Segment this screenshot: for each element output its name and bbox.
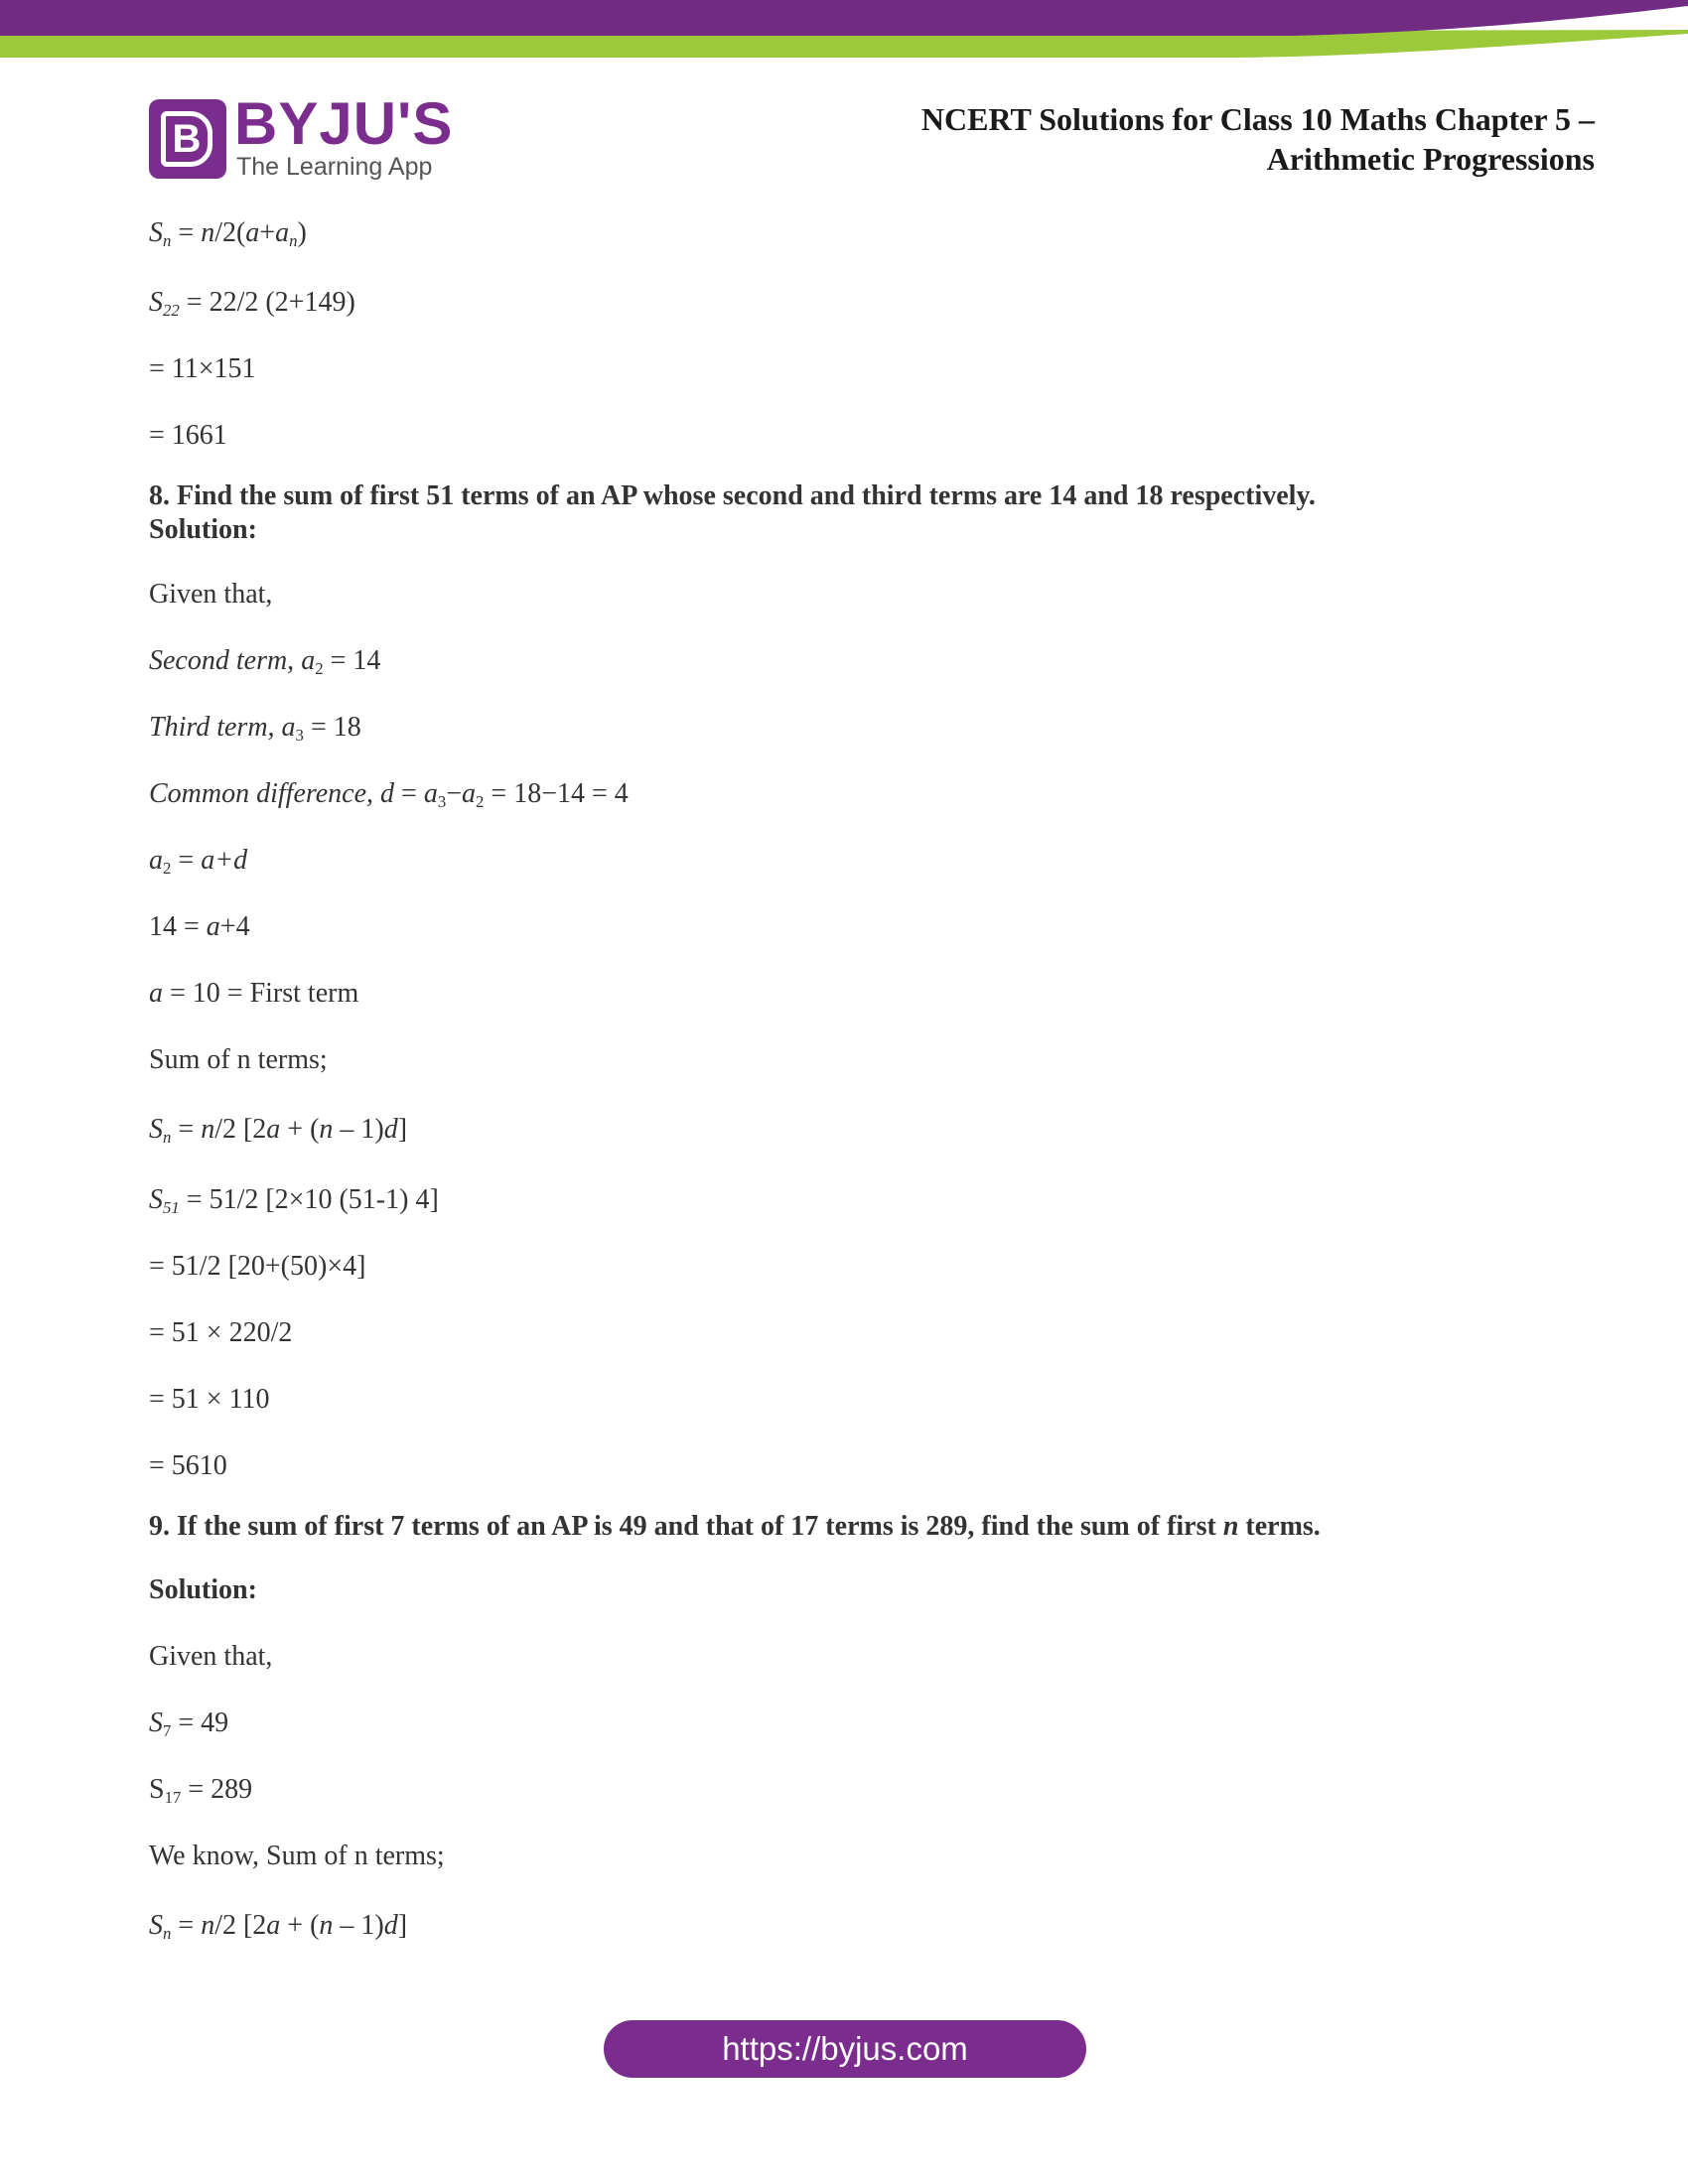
line-51-220: = 51 × 220/2 bbox=[149, 1317, 293, 1348]
document-title-line2: Arithmetic Progressions bbox=[1266, 141, 1595, 177]
logo-mark bbox=[149, 99, 226, 179]
line-1661: = 1661 bbox=[149, 420, 227, 451]
given-that-2: Given that, bbox=[149, 1641, 273, 1672]
formula-sn-2: $S_n = n/2$ [2a + (n – 1)d] bbox=[149, 1910, 408, 1944]
second-term: Second term, $a_2 = 14$ bbox=[149, 645, 381, 679]
logo-tagline: The Learning App bbox=[236, 153, 433, 181]
formula-sn-1: $S_n = n/2$ [2a + (n – 1)d] bbox=[149, 1114, 408, 1148]
document-body bbox=[149, 210, 1559, 1946]
line-s17: $S_{17} = 289$ bbox=[149, 1774, 253, 1808]
a2-equation: $a_2 = a+d$ bbox=[149, 845, 248, 879]
line-5610: = 5610 bbox=[149, 1450, 227, 1481]
third-term: Third term, $a_3 = 18$ bbox=[149, 712, 361, 746]
line-s22: $S_{22} = 22/2$ (2+149) bbox=[149, 287, 355, 321]
sum-of-n-terms-1: Sum of n terms; bbox=[149, 1044, 328, 1075]
byjus-logo bbox=[149, 90, 454, 182]
logo-name: BYJU'S bbox=[234, 90, 454, 157]
logo-letter: B bbox=[161, 111, 212, 167]
question-9: 9. If the sum of first 7 terms of an AP is 49 and that of 17 terms is 289, find the sum of first n terms. bbox=[149, 1511, 1321, 1542]
line-51-2-20: = 51/2 [20+(50)×4] bbox=[149, 1251, 366, 1282]
given-that-1: Given that, bbox=[149, 579, 273, 610]
line-s7: $S_7 = 49$ bbox=[149, 1707, 229, 1741]
question-8: 8. Find the sum of first 51 terms of an AP whose second and third terms are 14 and 18 respectively. bbox=[149, 480, 1316, 511]
q9-solution-heading: Solution: bbox=[149, 1574, 257, 1605]
formula-sn-an: $S_n = n/2(a+a_n)$ bbox=[149, 217, 307, 251]
first-term: a = 10 = First term bbox=[149, 978, 359, 1009]
document-title-line1: NCERT Solutions for Class 10 Maths Chapter 5 – bbox=[920, 101, 1595, 137]
header-decoration-band bbox=[0, 0, 1688, 69]
we-know-sum: We know, Sum of n terms; bbox=[149, 1841, 445, 1871]
document-title bbox=[921, 99, 1595, 179]
line-s51: $S_{51} = 51/2$ [2×10 (51-1) 4] bbox=[149, 1184, 439, 1218]
q8-solution-heading: Solution: bbox=[149, 514, 257, 545]
line-14-a4: 14 = a+4 bbox=[149, 911, 250, 942]
line-11x151: = 11×151 bbox=[149, 353, 256, 384]
logo-text bbox=[234, 90, 454, 182]
common-difference: Common difference, $d = a_3-a_2 = 18-14 = 4$ bbox=[149, 778, 629, 812]
footer-url-link[interactable]: https://byjus.com bbox=[604, 2020, 1086, 2078]
line-51-110: = 51 × 110 bbox=[149, 1384, 270, 1415]
